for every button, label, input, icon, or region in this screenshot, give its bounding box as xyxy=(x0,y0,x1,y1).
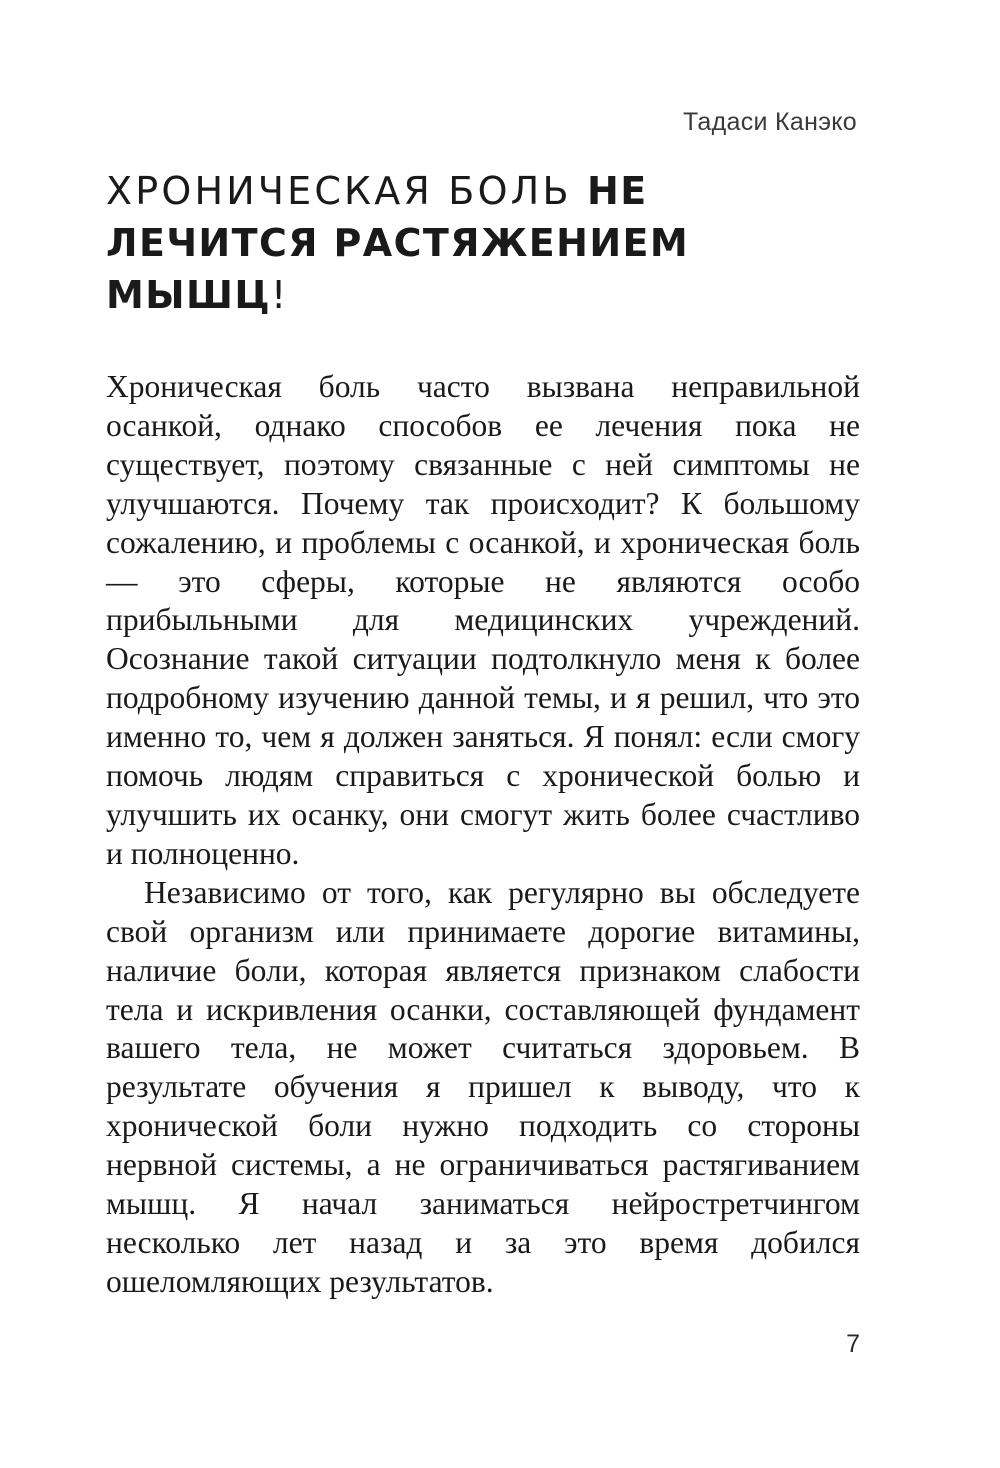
paragraph-2: Независимо от того, как регулярно вы обследуете свой организм или принимаете дорогие витамины, наличие боли, которая является признаком слабости тела и искривления осанки, составляющей фундамент вашего тела, не может считаться здоровьем. В результате обучения я пришел к выводу, что к хронической боли нужно подходить со стороны нервной системы, а не ограничиваться растягиванием мышц. Я начал заниматься нейростретчингом несколько лет назад и за это время добился ошеломляющих результатов. xyxy=(106,874,860,1299)
running-header-author: Тадаси Канэко xyxy=(682,108,857,136)
paragraph-1: Хроническая боль часто вызвана неправильной осанкой, однако способов ее лечения пока не существует, поэтому связанные с ней симптомы не улучшаются. Почему так происходит? К большому сожалению, и проблемы с осанкой, и хроническая боль — это сферы, которые не являются особо прибыльными для медицинских учреждений. Осознание такой ситуации подтолкнуло меня к более подробному изучению данной темы, и я решил, что это именно то, чем я должен заняться. Я понял: если смогу помочь людям справиться с хронической болью и улучшить их осанку, они смогут жить более счастливо и полноценно. xyxy=(106,369,860,871)
chapter-title-exclamation: ! xyxy=(271,273,288,317)
chapter-title-bold-part: НЕ ЛЕЧИТСЯ РАСТЯЖЕНИЕМ МЫШЦ xyxy=(106,169,690,317)
page-number: 7 xyxy=(846,1330,860,1358)
body-text xyxy=(106,368,860,1302)
chapter-title-light-part: ХРОНИЧЕСКАЯ БОЛЬ xyxy=(106,169,588,213)
chapter-title xyxy=(106,165,866,321)
